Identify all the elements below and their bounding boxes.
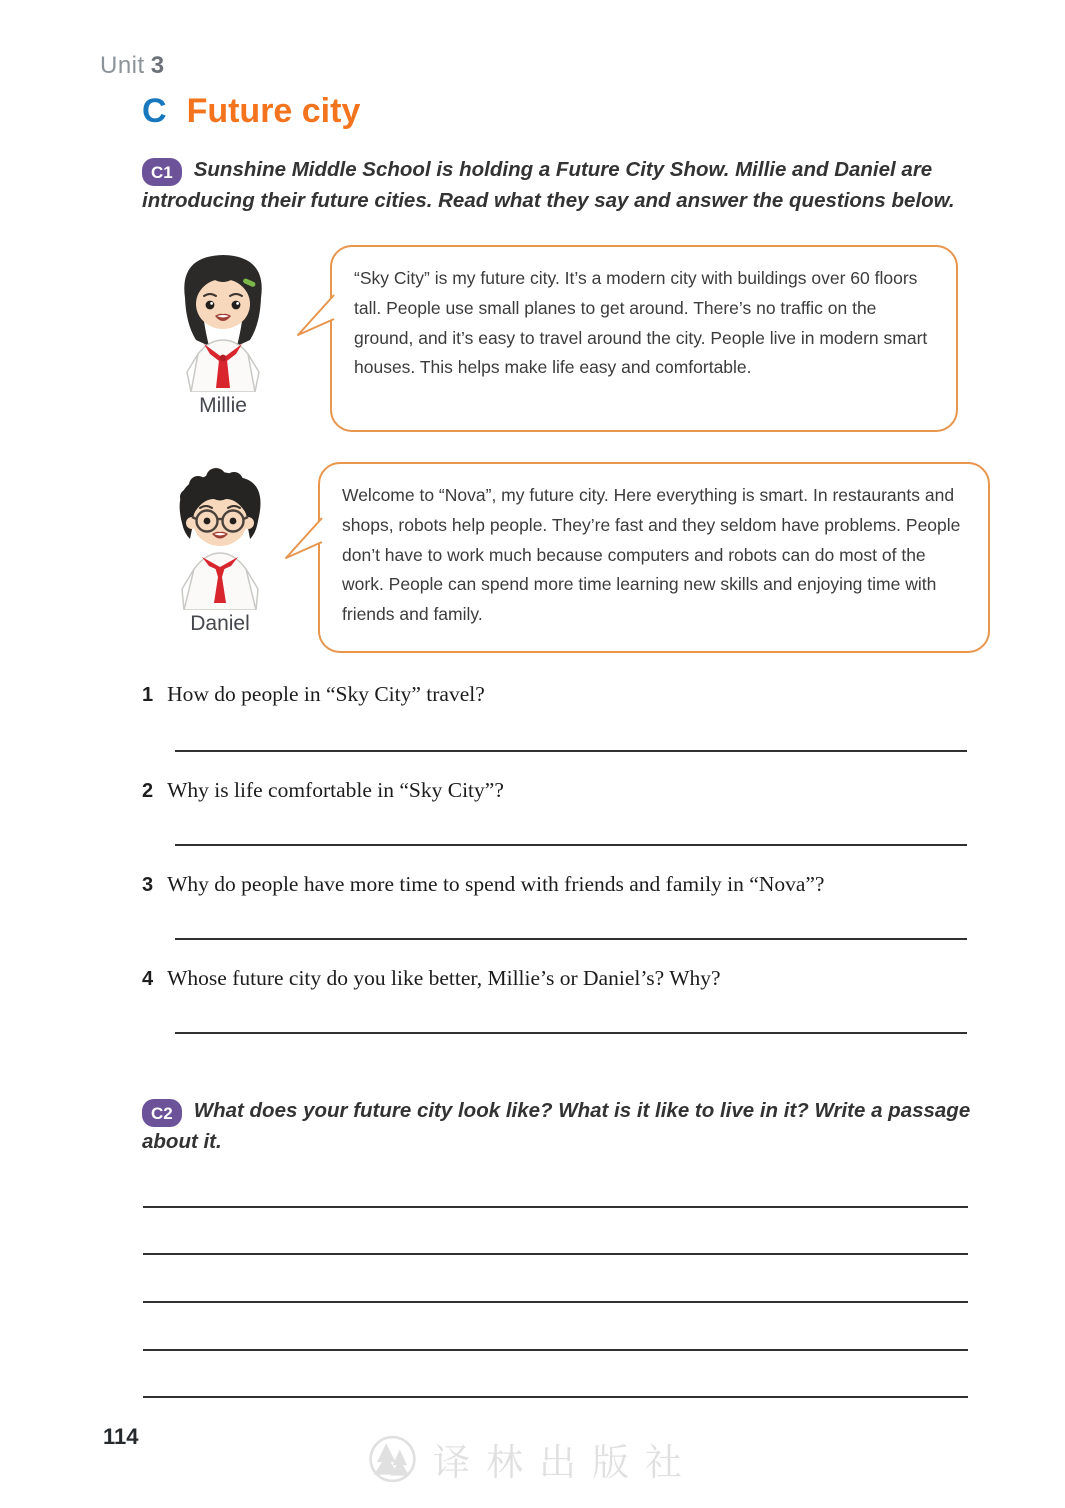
millie-speech-text: “Sky City” is my future city. It’s a modern city with buildings over 60 floors tall. People use small planes to get around. There’s no traffic on the ground, and it’s easy to travel around the city. People live in modern smart houses. This helps make life easy and comfortable. [354, 268, 928, 378]
c2-instruction-block [142, 1096, 987, 1158]
answer-blank-2 [175, 844, 967, 846]
writing-line [143, 1253, 968, 1255]
daniel-avatar-illustration [158, 465, 282, 610]
daniel-name: Daniel [190, 612, 250, 635]
unit-header [100, 52, 165, 80]
answer-blank-4 [175, 1032, 967, 1034]
question-2-text: Why is life comfortable in “Sky City”? [167, 778, 504, 802]
daniel-speech-text: Welcome to “Nova”, my future city. Here everything is smart. In restaurants and shops, robots help people. They’re fast and they seldom have problems. People don’t have to work much because computers and robots can do most of the work. People can spend more time learning new skills and enjoying time with friends and family. [342, 485, 961, 624]
c2-instruction-text: What does your future city look like? What is it like to live in it? Write a passage about it. [142, 1099, 971, 1153]
writing-line [143, 1301, 968, 1303]
millie-avatar-illustration [163, 250, 283, 392]
question-1-number: 1 [142, 684, 154, 706]
c1-badge: C1 [142, 158, 182, 186]
c2-badge: C2 [142, 1099, 182, 1127]
question-2-number: 2 [142, 780, 154, 802]
unit-label: Unit [100, 52, 145, 79]
millie-speech-bubble [330, 245, 958, 432]
section-letter: C [142, 92, 167, 130]
question-1-text: How do people in “Sky City” travel? [167, 682, 485, 706]
speech-bubble-tail-icon [284, 516, 324, 562]
c1-instruction-text: Sunshine Middle School is holding a Future City Show. Millie and Daniel are introducing their future cities. Read what they say and answer the questions below. [142, 158, 955, 212]
section-title: Future city [186, 92, 361, 130]
question-3-number: 3 [142, 874, 154, 896]
question-1 [142, 682, 982, 707]
question-4 [142, 966, 982, 991]
page-number: 114 [103, 1424, 139, 1449]
writing-line [143, 1206, 968, 1208]
writing-line [143, 1349, 968, 1351]
question-3 [142, 872, 982, 897]
publisher-watermark [367, 1432, 698, 1486]
answer-blank-1 [175, 750, 967, 752]
millie-avatar [161, 250, 285, 418]
question-4-text: Whose future city do you like better, Millie’s or Daniel’s? Why? [167, 966, 721, 990]
publisher-watermark-text: 译林出版社 [433, 1443, 698, 1484]
answer-blank-3 [175, 938, 967, 940]
question-3-text: Why do people have more time to spend with friends and family in “Nova”? [167, 872, 825, 896]
publisher-logo-icon [367, 1434, 417, 1484]
daniel-avatar [158, 465, 282, 636]
question-2 [142, 778, 982, 803]
millie-name: Millie [199, 394, 247, 417]
section-heading [142, 92, 360, 131]
writing-line [143, 1396, 968, 1398]
c1-instruction-block [142, 155, 987, 217]
unit-number: 3 [150, 52, 165, 79]
speech-bubble-tail-icon [296, 293, 336, 339]
daniel-speech-bubble [318, 462, 990, 653]
question-4-number: 4 [142, 968, 154, 990]
